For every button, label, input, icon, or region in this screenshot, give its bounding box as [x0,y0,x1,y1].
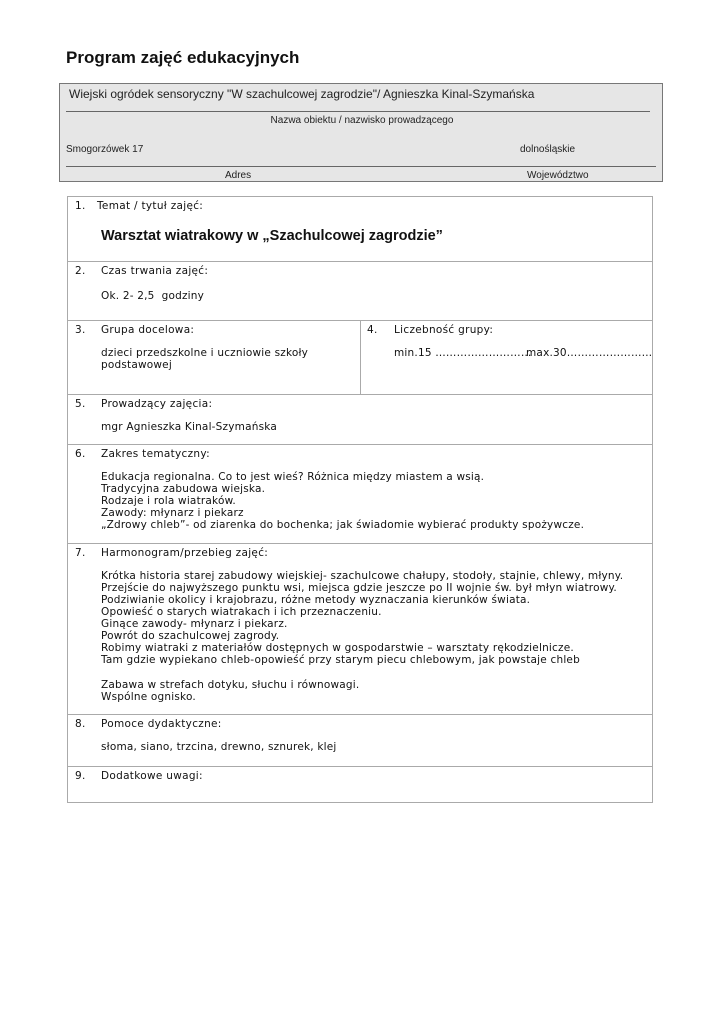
divider [66,166,656,167]
schedule-line: Ginące zawody- młynarz i piekarz. [101,618,288,630]
group-line: podstawowej [101,359,172,371]
page-title: Program zajęć edukacyjnych [66,48,300,67]
section-label: Temat / tytuł zajęć: [97,200,204,212]
section-number: 1. [75,200,86,212]
group-min: min.15 ……………………… [394,347,532,359]
section-label: Liczebność grupy: [394,324,494,336]
section-number: 9. [75,770,86,782]
scope-line: Rodzaje i rola wiatraków. [101,495,236,507]
section-schedule [68,544,652,715]
schedule-line: Opowieść o starych wiatrakach i ich przeznaczeniu. [101,606,382,618]
group-max: max.30…………………… [526,347,653,359]
object-name: Wiejski ogródek sensoryczny "W szachulcowej zagrodzie"/ Agnieszka Kinal-Szymańska [69,87,535,101]
schedule-line: Krótka historia starej zabudowy wiejskiej- szachulcowe chałupy, stodoły, stajnie, chlewy, młyny. [101,570,624,582]
schedule-line: Podziwianie okolicy i krajobrazu, różne metody wyznaczania kierunków świata. [101,594,531,606]
duration-value: Ok. 2- 2,5 godziny [101,290,205,302]
schedule-line: Tam gdzie wypiekano chleb-opowieść przy starym piecu chlebowym, jak powstaje chleb [101,654,580,666]
address-value: Smogorzówek 17 [66,144,144,155]
header-box [59,83,663,182]
section-number: 6. [75,448,86,460]
section-label: Czas trwania zajęć: [101,265,209,277]
schedule-line: Robimy wiatraki z materiałów dostępnych w gospodarstwie – warsztaty rękodzielnicze. [101,642,574,654]
divider [66,111,650,112]
section-number: 4. [367,324,378,336]
section-label: Harmonogram/przebieg zajęć: [101,547,269,559]
topic-title: Warsztat wiatrakowy w „Szachulcowej zagrodzie” [101,228,443,244]
voivodeship-value: dolnośląskie [520,144,576,155]
section-number: 5. [75,398,86,410]
section-label: Prowadzący zajęcia: [101,398,213,410]
schedule-line: Zabawa w strefach dotyku, słuchu i równowagi. [101,679,360,691]
schedule-line: Wspólne ognisko. [101,691,196,703]
scope-line: Zawody: młynarz i piekarz [101,507,244,519]
section-scope [68,445,652,544]
instructor-value: mgr Agnieszka Kinal-Szymańska [101,421,277,433]
section-instructor [68,395,652,445]
section-number: 3. [75,324,86,336]
scope-line: Edukacja regionalna. Co to jest wieś? Różnica między miastem a wsią. [101,471,485,483]
section-number: 2. [75,265,86,277]
scope-line: Tradycyjna zabudowa wiejska. [101,483,266,495]
section-aids [68,715,652,767]
section-label: Pomoce dydaktyczne: [101,718,222,730]
section-label: Zakres tematyczny: [101,448,210,460]
section-notes [68,767,652,804]
schedule-line: Powrót do szachulcowej zagrody. [101,630,280,642]
section-number: 7. [75,547,86,559]
section-duration [68,262,652,321]
aids-value: słoma, siano, trzcina, drewno, sznurek, klej [101,741,337,753]
section-label: Dodatkowe uwagi: [101,770,203,782]
section-number: 8. [75,718,86,730]
address-caption: Adres [225,170,252,181]
voivodeship-caption: Województwo [527,170,589,181]
schedule-line: Przejście do najwyższego punktu wsi, miejsca gdzie jeszcze po II wojnie św. był młyn wiatrowy. [101,582,617,594]
section-group [68,321,652,395]
object-caption: Nazwa obiektu / nazwisko prowadzącego [270,115,454,126]
section-label: Grupa docelowa: [101,324,195,336]
section-topic [68,197,652,262]
column-divider [360,321,361,394]
program-table [67,196,653,803]
scope-line: „Zdrowy chleb”- od ziarenka do bochenka; jak świadomie wybierać produkty spożywcze. [101,519,585,531]
group-line: dzieci przedszkolne i uczniowie szkoły [101,347,309,359]
